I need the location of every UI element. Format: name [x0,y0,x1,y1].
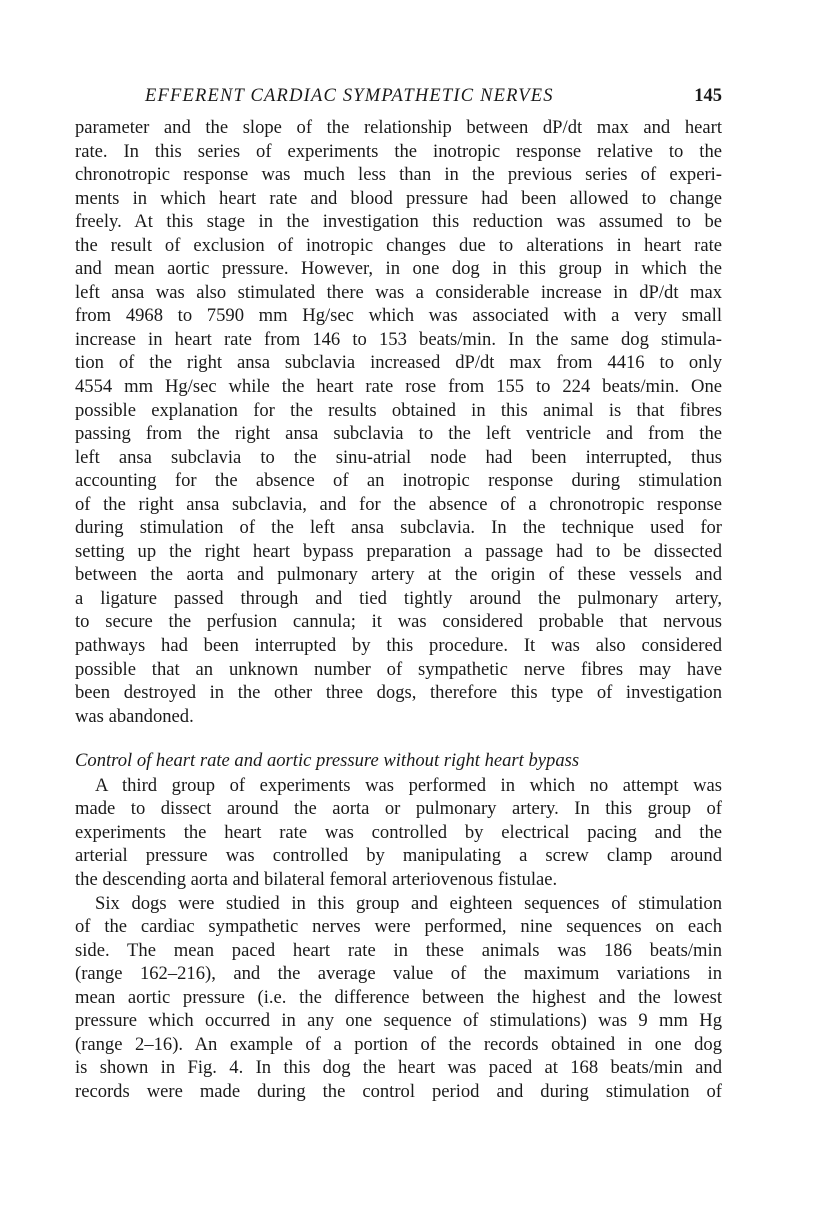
text-line: increase in heart rate from 146 to 153 beats/min. In the same dog stimula- [75,328,722,350]
text-line: tion of the right ansa subclavia increased dP/dt max from 4416 to only [75,352,722,374]
text-line: a ligature passed through and tied tightly around the pulmonary artery, [75,587,722,609]
text-line: the result of exclusion of inotropic changes due to alterations in heart rate [75,234,722,256]
text-line: during stimulation of the left ansa subclavia. In the technique used for [75,517,722,539]
text-line: left ansa subclavia to the sinu-atrial node had been interrupted, thus [75,446,722,468]
text-line: accounting for the absence of an inotropic response during stimulation [75,470,722,492]
text-line: pathways had been interrupted by this procedure. It was also considered [75,635,722,657]
text-line: was abandoned. [75,705,194,727]
text-line: freely. At this stage in the investigation this reduction was assumed to be [75,211,722,233]
text-line: chronotropic response was much less than in the previous series of experi- [75,164,722,186]
text-line: experiments the heart rate was controlled by electrical pacing and the [75,821,722,843]
text-line: possible explanation for the results obtained in this animal is that fibres [75,399,722,421]
text-line: 4554 mm Hg/sec while the heart rate rose from 155 to 224 beats/min. One [75,376,722,398]
text-line: and mean aortic pressure. However, in one dog in this group in which the [75,258,722,280]
running-title: EFFERENT CARDIAC SYMPATHETIC NERVES [145,86,554,106]
text-line: to secure the perfusion cannula; it was considered probable that nervous [75,611,722,633]
text-line: side. The mean paced heart rate in these animals was 186 beats/min [75,939,722,961]
paragraph [75,116,722,728]
page-number: 145 [694,86,722,106]
section-heading: Control of heart rate and aortic pressure without right heart bypass [75,750,580,772]
text-line: Six dogs were studied in this group and eighteen sequences of stimulation [95,892,722,914]
text-line: ments in which heart rate and blood pressure had been allowed to change [75,187,722,209]
page-header [75,86,722,110]
text-line: mean aortic pressure (i.e. the difference between the highest and the lowest [75,986,722,1008]
text-line: possible that an unknown number of sympathetic nerve fibres may have [75,658,722,680]
text-line: is shown in Fig. 4. In this dog the heart was paced at 168 beats/min and [75,1057,722,1079]
text-line: rate. In this series of experiments the inotropic response relative to the [75,140,722,162]
article-body [75,116,722,1103]
text-line: A third group of experiments was performed in which no attempt was [95,774,722,796]
text-line: the descending aorta and bilateral femoral arteriovenous fistulae. [75,868,558,890]
text-line: left ansa was also stimulated there was a considerable increase in dP/dt max [75,281,722,303]
text-line: (range 2–16). An example of a portion of the records obtained in one dog [75,1033,722,1055]
text-line: made to dissect around the aorta or pulmonary artery. In this group of [75,798,722,820]
text-line: parameter and the slope of the relationship between dP/dt max and heart [75,117,722,138]
text-line: arterial pressure was controlled by manipulating a screw clamp around [75,845,722,867]
paragraph [75,774,722,892]
text-line: of the right ansa subclavia, and for the absence of a chronotropic response [75,493,722,515]
text-line: been destroyed in the other three dogs, therefore this type of investigation [75,682,722,704]
text-line: between the aorta and pulmonary artery at the origin of these vessels and [75,564,722,586]
text-line: passing from the right ansa subclavia to the left ventricle and from the [75,423,722,445]
text-line: (range 162–216), and the average value of the maximum variations in [75,963,722,985]
paragraph [75,892,722,1104]
text-line: records were made during the control period and during stimulation of [75,1080,722,1102]
text-line: of the cardiac sympathetic nerves were performed, nine sequences on each [75,916,722,938]
text-line: pressure which occurred in any one sequence of stimulations) was 9 mm Hg [75,1010,722,1032]
text-line: setting up the right heart bypass preparation a passage had to be dissected [75,540,722,562]
text-line: from 4968 to 7590 mm Hg/sec which was associated with a very small [75,305,722,327]
